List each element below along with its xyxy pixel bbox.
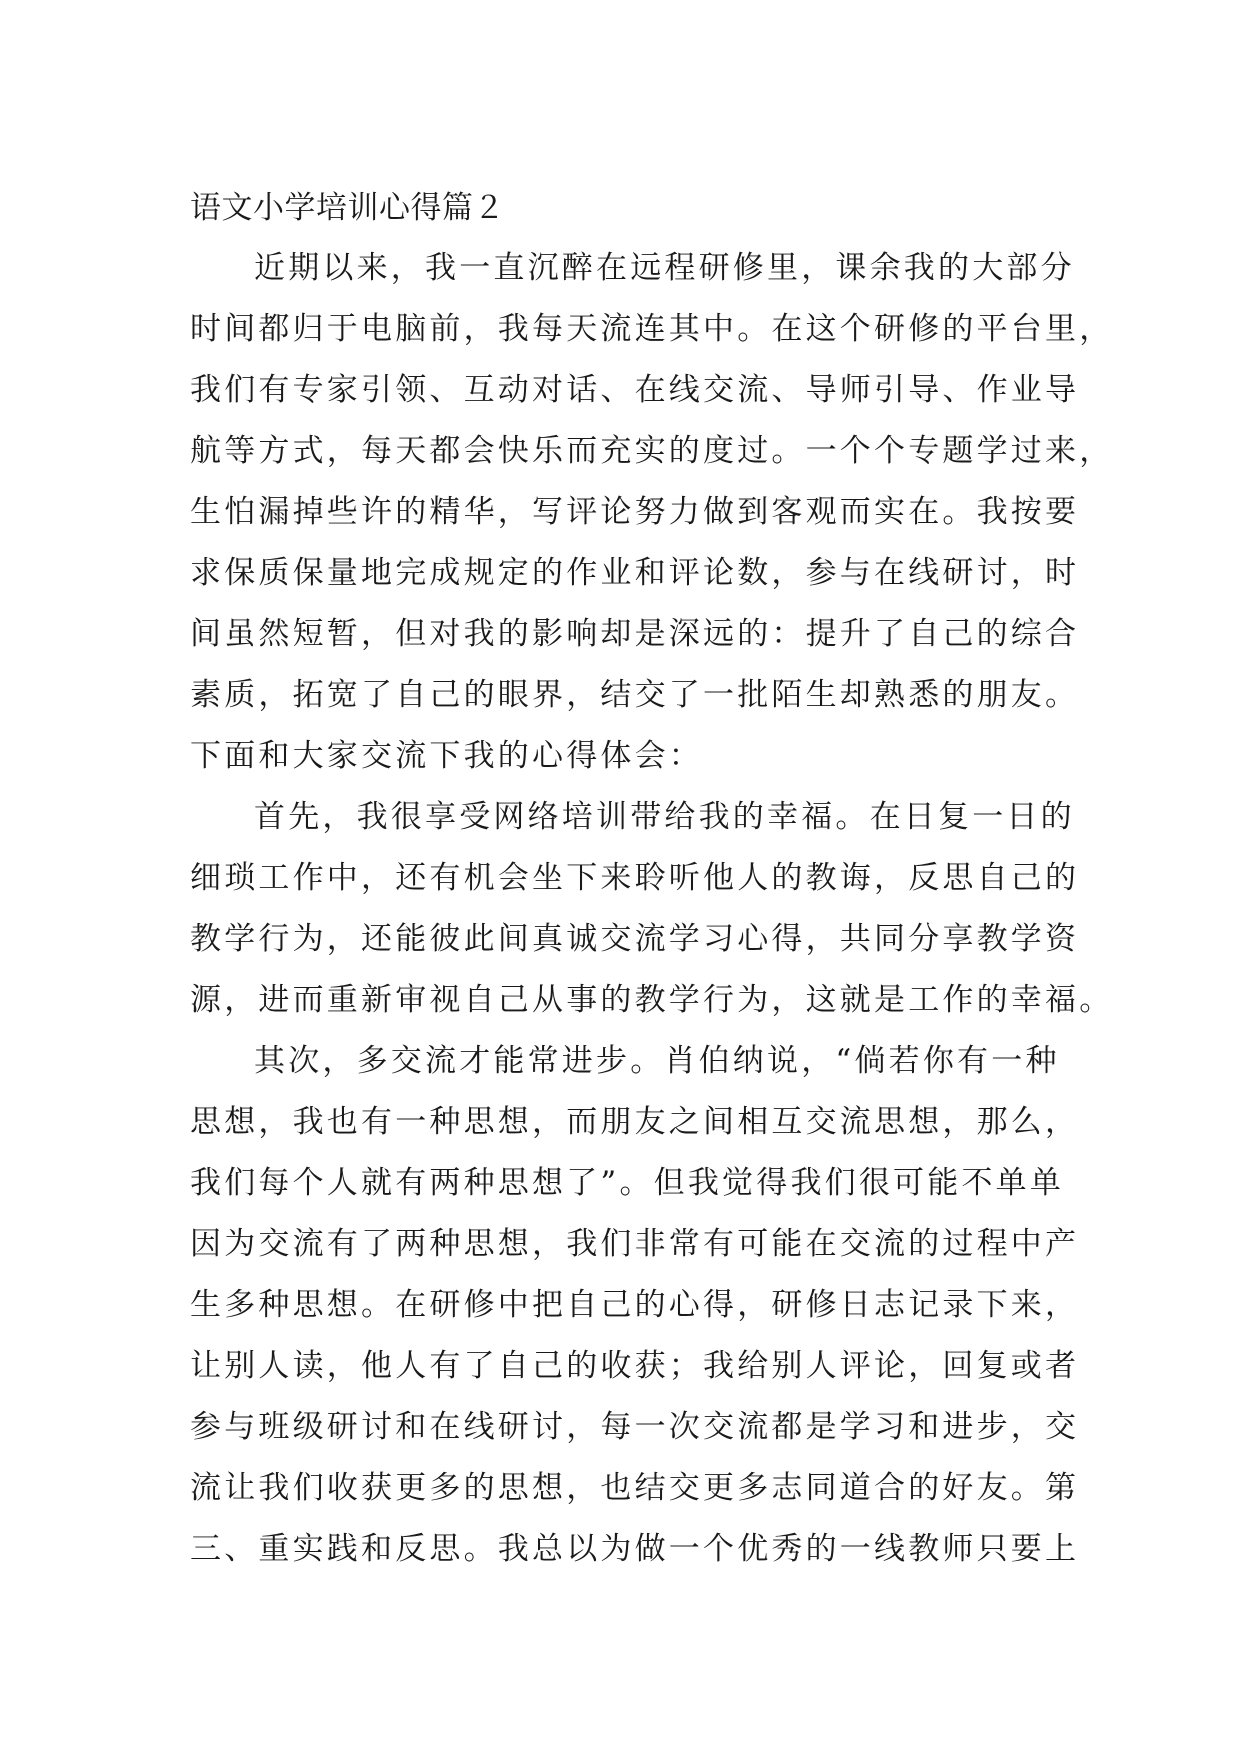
document-body (190, 178, 1114, 1580)
paragraph-line: 因为交流有了两种思想，我们非常有可能在交流的过程中产 (190, 1226, 1080, 1262)
paragraph-line: 首先，我很享受网络培训带给我的幸福。在日复一日的 (254, 799, 1075, 835)
paragraph-line: 间虽然短暂，但对我的影响却是深远的：提升了自己的综合 (190, 616, 1080, 652)
paragraph-line: 流让我们收获更多的思想，也结交更多志同道合的好友。第 (190, 1470, 1080, 1506)
paragraph-line: 生怕漏掉些许的精华，写评论努力做到客观而实在。我按要 (190, 494, 1080, 530)
paragraph-1 (190, 238, 1114, 787)
paragraph-line: 细琐工作中，还有机会坐下来聆听他人的教诲，反思自己的 (190, 860, 1080, 896)
paragraph-2 (190, 787, 1114, 1031)
paragraph-line: 素质，拓宽了自己的眼界，结交了一批陌生却熟悉的朋友。 (190, 677, 1080, 713)
paragraph-3 (190, 1031, 1080, 1580)
paragraph-line: 三、重实践和反思。我总以为做一个优秀的一线教师只要上 (190, 1531, 1080, 1567)
paragraph-line: 近期以来，我一直沉醉在远程研修里，课余我的大部分 (254, 250, 1075, 286)
paragraph-line: 参与班级研讨和在线研讨，每一次交流都是学习和进步，交 (190, 1409, 1080, 1445)
paragraph-line: 我们每个人就有两种思想了”。但我觉得我们很可能不单单 (190, 1165, 1065, 1201)
paragraph-line: 时间都归于电脑前，我每天流连其中。在这个研修的平台里， (190, 311, 1114, 347)
paragraph-line: 让别人读，他人有了自己的收获；我给别人评论，回复或者 (190, 1348, 1080, 1384)
paragraph-line: 我们有专家引领、互动对话、在线交流、导师引导、作业导 (190, 372, 1080, 408)
paragraph-line: 其次，多交流才能常进步。肖伯纳说，“倘若你有一种 (254, 1043, 1060, 1079)
paragraph-line: 教学行为，还能彼此间真诚交流学习心得，共同分享教学资 (190, 921, 1080, 957)
document-title: 语文小学培训心得篇２ (190, 190, 505, 226)
paragraph-line: 航等方式，每天都会快乐而充实的度过。一个个专题学过来， (190, 433, 1114, 469)
paragraph-line: 生多种思想。在研修中把自己的心得，研修日志记录下来， (190, 1287, 1080, 1323)
paragraph-line: 思想，我也有一种思想，而朋友之间相互交流思想，那么， (190, 1104, 1080, 1140)
paragraph-line: 源，进而重新审视自己从事的教学行为，这就是工作的幸福。 (190, 982, 1114, 1018)
paragraph-line: 下面和大家交流下我的心得体会： (190, 738, 703, 774)
paragraph-line: 求保质保量地完成规定的作业和评论数，参与在线研讨，时 (190, 555, 1080, 591)
